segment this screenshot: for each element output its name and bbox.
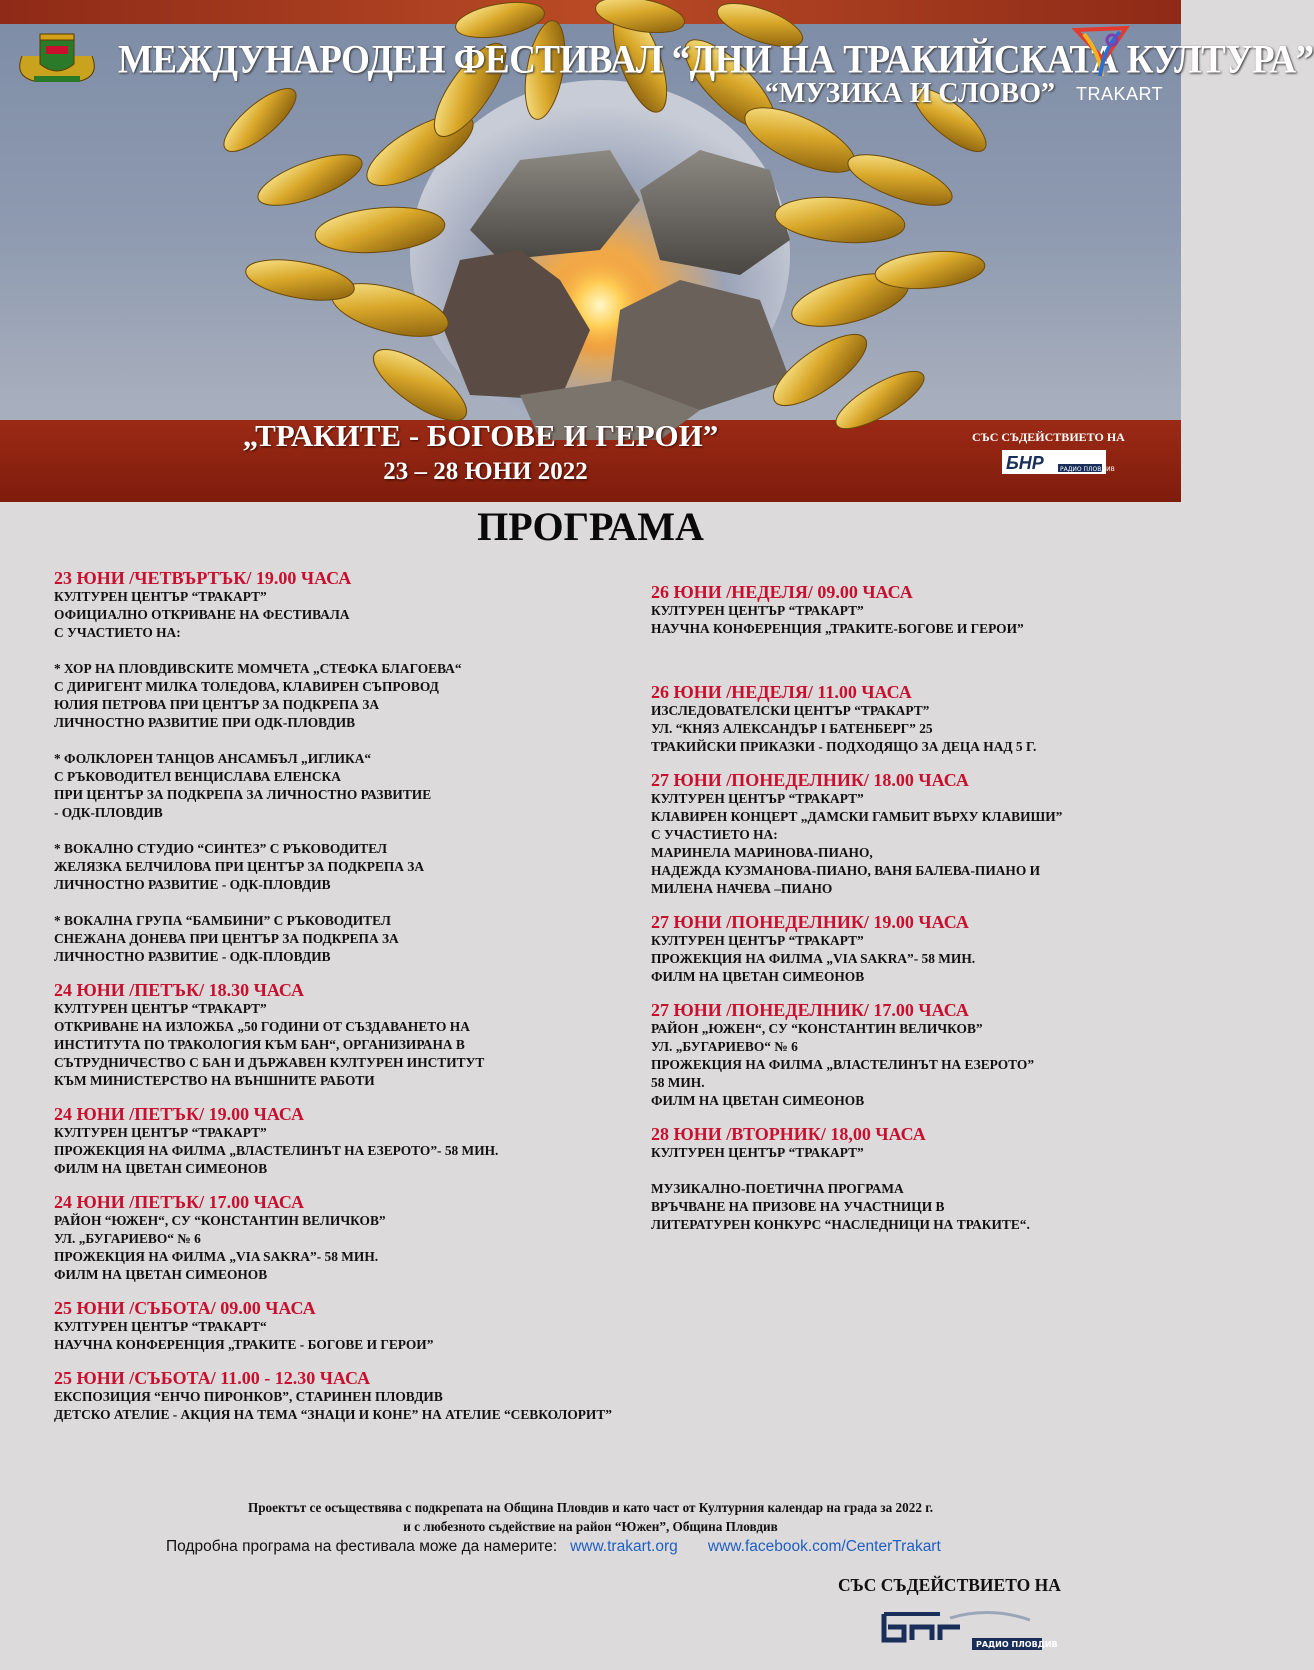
event-line: КУЛТУРЕН ЦЕНТЪР “ТРАКАРТ” [54,589,267,604]
program-event [651,1124,1171,1234]
event-line: ПРОЖЕКЦИЯ НА ФИЛМА „VIA SAKRA”- 58 МИН. [54,1249,379,1264]
event-line: КУЛТУРЕН ЦЕНТЪР “ТРАКАРТ” [651,791,864,806]
program-event [54,1104,654,1178]
event-spacer [54,642,654,660]
bnr-logo-icon [1002,450,1115,474]
header-banner [0,0,1314,502]
festival-dates: 23 – 28 ЮНИ 2022 [383,458,588,485]
event-line: С УЧАСТИЕТО НА: [54,625,181,640]
program-event [54,1298,654,1354]
event-line: ТРАКИЙСКИ ПРИКАЗКИ - ПОДХОДЯЩО ЗА ДЕЦА НАД 5 Г. [651,739,1037,754]
event-heading: 27 ЮНИ /ПОНЕДЕЛНИК/ 19.00 ЧАСА [651,912,969,932]
program-event [54,980,654,1090]
event-line: ФИЛМ НА ЦВЕТАН СИМЕОНОВ [651,969,865,984]
event-line: РАЙОН „ЮЖЕН“, СУ “КОНСТАНТИН ВЕЛИЧКОВ” [651,1021,983,1036]
event-heading: 26 ЮНИ /НЕДЕЛЯ/ 11.00 ЧАСА [651,682,912,702]
event-line: МИЛЕНА НАЧЕВА –ПИАНО [651,881,833,896]
program-event [651,582,1171,638]
program-event [651,1000,1171,1110]
event-line: - ОДК-ПЛОВДИВ [54,805,163,820]
trakart-logo-icon [1070,24,1132,80]
event-line: * ХОР НА ПЛОВДИВСКИТЕ МОМЧЕТА „СТЕФКА БЛАГОЕВА“ [54,661,462,676]
program-event [54,1192,654,1284]
event-line: ИЗСЛЕДОВАТЕЛСКИ ЦЕНТЪР “ТРАКАРТ” [651,703,930,718]
event-line: НАУЧНА КОНФЕРЕНЦИЯ „ТРАКИТЕ - БОГОВЕ И ГЕРОИ” [54,1337,434,1352]
event-spacer [651,1162,1171,1180]
event-line: КЛАВИРЕН КОНЦЕРТ „ДАМСКИ ГАМБИТ ВЪРХУ КЛАВИШИ” [651,809,1063,824]
event-line: КУЛТУРЕН ЦЕНТЪР “ТРАКАРТ“ [54,1319,267,1334]
event-line: С ДИРИГЕНТ МИЛКА ТОЛЕДОВА, КЛАВИРЕН СЪПРОВОД [54,679,439,694]
event-heading: 24 ЮНИ /ПЕТЪК/ 18.30 ЧАСА [54,980,305,1000]
support-label-top: СЪС СЪДЕЙСТВИЕТО НА [972,430,1125,444]
event-line: КУЛТУРЕН ЦЕНТЪР “ТРАКАРТ” [651,933,864,948]
support-label-bottom: СЪС СЪДЕЙСТВИЕТО НА [838,1575,1061,1595]
program-event [54,568,654,966]
plovdiv-coat-of-arms-icon [14,26,100,86]
event-spacer [54,894,654,912]
event-line: ЛИЧНОСТНО РАЗВИТИЕ - ОДК-ПЛОВДИВ [54,949,331,964]
event-line: РАЙОН “ЮЖЕН“, СУ “КОНСТАНТИН ВЕЛИЧКОВ” [54,1213,386,1228]
event-line: ЛИЧНОСТНО РАЗВИТИЕ ПРИ ОДК-ПЛОВДИВ [54,715,356,730]
event-line: ОТКРИВАНЕ НА ИЗЛОЖБА „50 ГОДИНИ ОТ СЪЗДАВАНЕТО НА [54,1019,470,1034]
event-line: МАРИНЕЛА МАРИНОВА-ПИАНО, [651,845,873,860]
event-line: ПРОЖЕКЦИЯ НА ФИЛМА „ВЛАСТЕЛИНЪТ НА ЕЗЕРОТО”- 58 МИН. [54,1143,499,1158]
festival-title: МЕЖДУНАРОДЕН ФЕСТИВАЛ “ДНИ НА ТРАКИЙСКАТА КУЛТУРА” [118,37,1314,83]
festival-theme: „ТРАКИТЕ - БОГОВЕ И ГЕРОИ” [242,418,719,453]
event-line: КУЛТУРЕН ЦЕНТЪР “ТРАКАРТ” [651,1145,864,1160]
event-heading: 25 ЮНИ /СЪБОТА/ 09.00 ЧАСА [54,1298,316,1318]
event-line: СЪТРУДНИЧЕСТВО С БАН И ДЪРЖАВЕН КУЛТУРЕН ИНСТИТУТ [54,1055,485,1070]
event-line: * ВОКАЛНО СТУДИО “СИНТЕЗ” С РЪКОВОДИТЕЛ [54,841,387,856]
event-line: МУЗИКАЛНО-ПОЕТИЧНА ПРОГРАМА [651,1181,904,1196]
event-line: С РЪКОВОДИТЕЛ ВЕНЦИСЛАВА ЕЛЕНСКА [54,769,341,784]
event-line: * ФОЛКЛОРЕН ТАНЦОВ АНСАМБЪЛ „ИГЛИКА“ [54,751,372,766]
event-line: ВРЪЧВАНЕ НА ПРИЗОВЕ НА УЧАСТНИЦИ В [651,1199,945,1214]
event-line: КУЛТУРЕН ЦЕНТЪР “ТРАКАРТ” [54,1001,267,1016]
event-line: ЛИТЕРАТУРЕН КОНКУРС “НАСЛЕДНИЦИ НА ТРАКИТЕ“. [651,1217,1030,1232]
event-line: ПРОЖЕКЦИЯ НА ФИЛМА „VIA SAKRA”- 58 МИН. [651,951,976,966]
event-heading: 27 ЮНИ /ПОНЕДЕЛНИК/ 17.00 ЧАСА [651,1000,969,1020]
event-heading: 26 ЮНИ /НЕДЕЛЯ/ 09.00 ЧАСА [651,582,913,602]
footer-support-note: Проектът се осъществява с подкрепата на Община Пловдив и като част от Културния календар на града за 2022 г. [247,1500,934,1515]
event-line: ЮЛИЯ ПЕТРОВА ПРИ ЦЕНТЪР ЗА ПОДКРЕПА ЗА [54,697,380,712]
program-event [651,912,1171,986]
event-line: С УЧАСТИЕТО НА: [651,827,778,842]
svg-text:РАДИО ПЛОВДИВ: РАДИО ПЛОВДИВ [1060,466,1115,473]
bnr-radio-plovdiv-logo-icon [880,1608,1056,1652]
event-line: ИНСТИТУТА ПО ТРАКОЛОГИЯ КЪМ БАН“, ОРГАНИЗИРАНА В [54,1037,465,1052]
event-spacer [54,822,654,840]
event-spacer [54,732,654,750]
program-left-column [54,568,654,1438]
event-line: КЪМ МИНИСТЕРСТВО НА ВЪНШНИТЕ РАБОТИ [54,1073,375,1088]
event-line: УЛ. „БУГАРИЕВО“ № 6 [54,1231,201,1246]
program-title: ПРОГРАМА [477,504,704,549]
event-line: ЛИЧНОСТНО РАЗВИТИЕ - ОДК-ПЛОВДИВ [54,877,331,892]
event-heading: 23 ЮНИ /ЧЕТВЪРТЪК/ 19.00 ЧАСА [54,568,352,588]
program-right-column [651,582,1171,1248]
trakart-website-link[interactable]: www.trakart.org [570,1538,678,1555]
event-line: НАУЧНА КОНФЕРЕНЦИЯ „ТРАКИТЕ-БОГОВЕ И ГЕРОИ” [651,621,1024,636]
event-line: УЛ. “КНЯЗ АЛЕКСАНДЪР I БАТЕНБЕРГ” 25 [651,721,933,736]
program-event [651,770,1171,898]
event-line: СНЕЖАНА ДОНЕВА ПРИ ЦЕНТЪР ЗА ПОДКРЕПА ЗА [54,931,399,946]
event-line: КУЛТУРЕН ЦЕНТЪР “ТРАКАРТ” [651,603,864,618]
svg-text:РАДИО ПЛОВДИВ: РАДИО ПЛОВДИВ [976,1640,1058,1649]
event-heading: 24 ЮНИ /ПЕТЪК/ 17.00 ЧАСА [54,1192,305,1212]
footer-links-intro: Подробна програма на фестивала може да намерите: [166,1538,558,1555]
festival-subtitle: “МУЗИКА И СЛОВО” [764,78,1055,109]
svg-text:БНР: БНР [1006,453,1044,473]
event-line: ПРОЖЕКЦИЯ НА ФИЛМА „ВЛАСТЕЛИНЪТ НА ЕЗЕРОТО” [651,1057,1035,1072]
event-heading: 24 ЮНИ /ПЕТЪК/ 19.00 ЧАСА [54,1104,305,1124]
event-line: * ВОКАЛНА ГРУПА “БАМБИНИ” С РЪКОВОДИТЕЛ [54,913,391,928]
event-line: ОФИЦИАЛНО ОТКРИВАНЕ НА ФЕСТИВАЛА [54,607,350,622]
event-line: ЖЕЛЯЗКА БЕЛЧИЛОВА ПРИ ЦЕНТЪР ЗА ПОДКРЕПА ЗА [54,859,425,874]
facebook-link[interactable]: www.facebook.com/CenterTrakart [707,1538,941,1555]
event-heading: 28 ЮНИ /ВТОРНИК/ 18,00 ЧАСА [651,1124,926,1144]
event-line: ПРИ ЦЕНТЪР ЗА ПОДКРЕПА ЗА ЛИЧНОСТНО РАЗВИТИЕ [54,787,432,802]
event-line: ЕКСПОЗИЦИЯ “ЕНЧО ПИРОНКОВ”, СТАРИНЕН ПЛОВДИВ [54,1389,443,1404]
footer-links-line [166,1538,941,1556]
trakart-label: TRAKART [1076,84,1164,104]
program-event [651,682,1171,756]
event-line: НАДЕЖДА КУЗМАНОВА-ПИАНО, ВАНЯ БАЛЕВА-ПИАНО И [651,863,1041,878]
event-line: ФИЛМ НА ЦВЕТАН СИМЕОНОВ [651,1093,865,1108]
event-line: 58 МИН. [651,1075,705,1090]
event-line: ФИЛМ НА ЦВЕТАН СИМЕОНОВ [54,1161,268,1176]
footer-support-note-2: и с любезното съдействие на район “Южен”, Община Пловдив [403,1519,778,1534]
event-heading: 25 ЮНИ /СЪБОТА/ 11.00 - 12.30 ЧАСА [54,1368,371,1388]
event-line: КУЛТУРЕН ЦЕНТЪР “ТРАКАРТ” [54,1125,267,1140]
program-event [54,1368,654,1424]
event-line: УЛ. „БУГАРИЕВО“ № 6 [651,1039,798,1054]
event-line: ФИЛМ НА ЦВЕТАН СИМЕОНОВ [54,1267,268,1282]
event-heading: 27 ЮНИ /ПОНЕДЕЛНИК/ 18.00 ЧАСА [651,770,969,790]
event-line: ДЕТСКО АТЕЛИЕ - АКЦИЯ НА ТЕМА “ЗНАЦИ И КОНЕ” НА АТЕЛИЕ “СЕВКОЛОРИТ” [54,1407,612,1422]
